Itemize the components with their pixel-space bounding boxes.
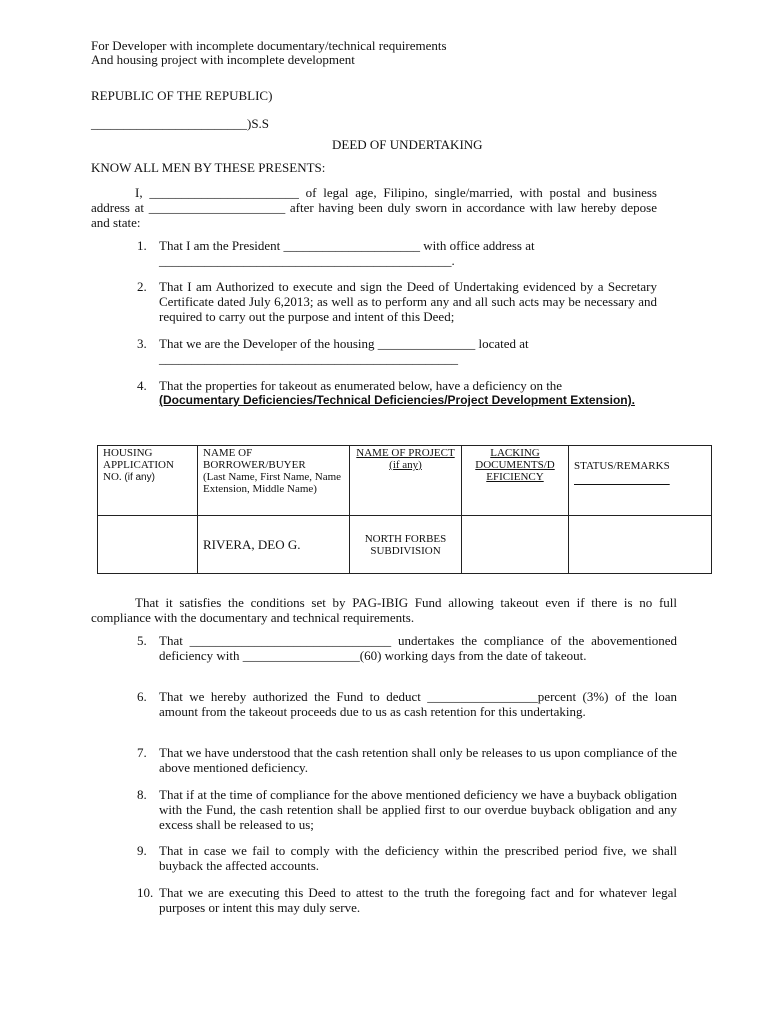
header-sub: (if any) <box>389 459 422 471</box>
item-number: 10. <box>137 885 154 900</box>
item-text: That the properties for takeout as enumerated below, have a deficiency on the <box>159 378 563 393</box>
document-title: DEED OF UNDERTAKING <box>332 137 483 152</box>
item-number: 2. <box>137 279 147 294</box>
intro-paragraph: I, _______________________ of legal age, Filipino, single/married, with postal and business address at _____________________ after having been duly sworn in accordance with law hereby depose and state: <box>91 185 657 230</box>
satisfies-paragraph: That it satisfies the conditions set by PAG-IBIG Fund allowing takeout even if there is no full compliance with the documentary and technical requirements. <box>91 595 677 625</box>
item-number: 6. <box>137 689 147 704</box>
header-text: NAME OF PROJECT <box>356 447 455 459</box>
item-text: That we hereby authorized the Fund to deduct _________________percent (3%) of the loan amount from the takeout proceeds due to us as cash retention for this undertaking. <box>159 689 677 719</box>
deficiency-types: (Documentary Deficiencies/Technical Deficiencies/Project Development Extension). <box>159 393 635 407</box>
header-status-remarks <box>569 446 712 516</box>
header-text: STATUS/REMARKS <box>574 460 670 472</box>
cell-app-no <box>98 516 198 574</box>
header-line-2: And housing project with incomplete development <box>91 52 355 67</box>
header-line-1: For Developer with incomplete documentary/technical requirements <box>91 38 447 53</box>
ss-line: ________________________)S.S <box>91 116 270 131</box>
item-text: That I am the President _____________________ with office address at _____________________________________________. <box>159 238 535 268</box>
item-number: 8. <box>137 787 147 802</box>
item-number: 4. <box>137 378 147 393</box>
header-housing-application <box>98 446 198 516</box>
item-number: 1. <box>137 238 147 253</box>
item-text: That we are the Developer of the housing _______________ located at ______________________________________________ <box>159 336 529 366</box>
republic-line: REPUBLIC OF THE REPUBLIC) <box>91 88 273 103</box>
cell-borrower-name: RIVERA, DEO G. <box>198 516 350 574</box>
cell-status <box>569 516 712 574</box>
item-text: That if at the time of compliance for the above mentioned deficiency we have a buyback obligation with the Fund, the cash retention shall be applied first to our overdue buyback obligation and any excess shall be released to us; <box>159 787 677 832</box>
item-text: That I am Authorized to execute and sign the Deed of Undertaking evidenced by a Secretary Certificate dated July 6,2013; as well as to perform any and all such acts may be necessary and required to carry out the purpose and intent of this Deed; <box>159 279 657 324</box>
item-text: That we are executing this Deed to attest to the truth the foregoing fact and for whatever legal purposes or intent this may duly serve. <box>159 885 677 915</box>
header-borrower-name <box>198 446 350 516</box>
header-sub: (if any) <box>124 472 155 483</box>
know-all-line: KNOW ALL MEN BY THESE PRESENTS: <box>91 160 326 175</box>
header-sub: (Last Name, First Name, Name Extension, Middle Name) <box>203 471 342 495</box>
item-number: 5. <box>137 633 147 648</box>
table-header-row <box>98 446 712 516</box>
header-lacking-documents: LACKING DOCUMENTS/D EFICIENCY <box>462 446 569 516</box>
header-project-name <box>350 446 462 516</box>
header-text: HOUSING APPLICATION NO. <box>103 447 174 483</box>
cell-lacking <box>462 516 569 574</box>
table-row <box>98 516 712 574</box>
item-number: 9. <box>137 843 147 858</box>
item-text: That we have understood that the cash retention shall only be releases to us upon compliance of the above mentioned deficiency. <box>159 745 677 775</box>
item-number: 7. <box>137 745 147 760</box>
header-text: NAME OF BORROWER/BUYER <box>203 447 306 471</box>
item-number: 3. <box>137 336 147 351</box>
properties-table <box>97 445 712 574</box>
cell-project-name: NORTH FORBES SUBDIVISION <box>350 516 462 574</box>
item-text: That in case we fail to comply with the deficiency within the prescribed period five, we shall buyback the affected accounts. <box>159 843 677 873</box>
item-text: That _______________________________ undertakes the compliance of the abovementioned deficiency with __________________(60) working days from the date of takeout. <box>159 633 677 663</box>
